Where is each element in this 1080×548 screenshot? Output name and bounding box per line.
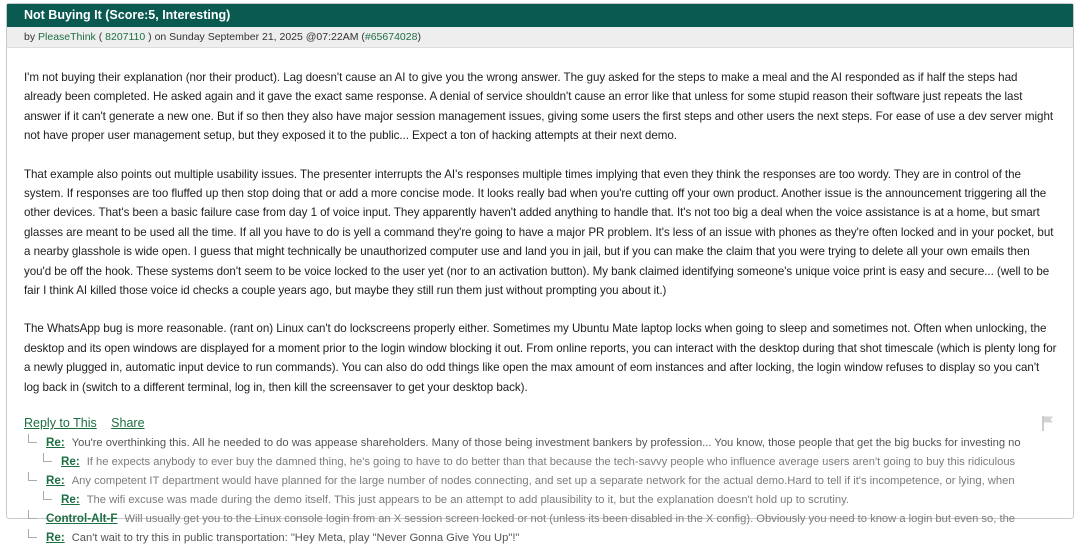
comment-paragraph: That example also points out multiple usability issues. The presenter interrupts the AI's responses multiple times implying that even they think the responses are too wordy. They are in control of the system. If responses are too fluffed up then stop doing that or add a more concise mode. It looks really bad when you're cutting off your own product. Another issue is the announcement triggering all the other devices. That's been a basic failure case from day 1 of voice input. They apparently haven't added anything to handle that. It's not too big a deal when the voice assistance is at a home, but smart glasses are meant to be used all the time. If all you have to do is yell a command they're going to have a major PR problem. It's less of an issue with phones as they're often locked and in your pocket, but a nearby glasshole is wide open. I guess that might technically be unauthorized computer use and land you in jail, but if you can make the claim that you were trying to delete all your own emails then you'd be off the hook. These systems don't seem to be voice locked to the user yet (nor to an activation button). My bank claimed identifying someone's unique voice print is easy and secure... (well to be fair I think AI killed those voice id checks a couple years ago, but maybe they still run them just without prompting you about it.) bbox=[24, 167, 1054, 298]
reply-item bbox=[24, 471, 1073, 490]
reply-preview: Any competent IT department would have planned for the large number of nodes connecting, and set up a separate network for the actual demo.Hard to tell if it's incompetence, or lying, when bbox=[71, 475, 1015, 488]
reply-item bbox=[24, 509, 1073, 528]
tree-branch-icon bbox=[28, 510, 37, 519]
reply-subject-link[interactable]: Re: bbox=[46, 474, 65, 488]
reply-preview: You're overthinking this. All he needed to do was appease shareholders. Many of those being investment bankers by profession... You know, those people that get the big bucks for investing no bbox=[71, 437, 1021, 450]
comment-body bbox=[7, 48, 1073, 397]
reply-preview: The wifi excuse was made during the demo itself. This just appears to be an attempt to add plausibility to it, but the explanation doesn't hold up to scrutiny. bbox=[86, 494, 849, 507]
tree-branch-icon bbox=[43, 491, 52, 500]
tree-branch-icon bbox=[28, 529, 37, 538]
tree-branch-icon bbox=[28, 472, 37, 481]
comment-card bbox=[6, 3, 1074, 545]
comment-id-link[interactable]: #65674028 bbox=[364, 31, 418, 43]
share-link[interactable]: Share bbox=[111, 416, 145, 431]
meta-prefix: by bbox=[24, 31, 39, 43]
comment-paragraph: The WhatsApp bug is more reasonable. (rant on) Linux can't do lockscreens properly either. Sometimes my Ubuntu Mate laptop locks when going to sleep and sometimes not. Often when unlocking, the desktop and its open windows are displayed for a moment prior to the login window blocking it out. From online reports, you can interact with the desktop during that shot timescale (which is plenty long for a newly plugged in, automatic input device to run commands). You can also do odd things like open the max amount of eom instances and after locking, the login window refuses to display so you can't log back in (switch to a different terminal, log in, then kill the screensaver to get your desktop back). bbox=[24, 322, 1057, 394]
reply-preview: Will usually get you to the Linux console login from an X session screen locked or not (unless its been disabled in the X config). Obviously you need to know a login but even so, the bbox=[124, 513, 1016, 526]
reply-list bbox=[7, 433, 1073, 547]
flag-icon[interactable] bbox=[1041, 415, 1055, 431]
author-uid-link[interactable]: 8207110 bbox=[105, 31, 146, 43]
meta-suffix: ) bbox=[417, 31, 421, 43]
reply-subject-link[interactable]: Re: bbox=[61, 455, 80, 469]
tree-branch-icon bbox=[43, 453, 52, 462]
comment-title: Not Buying It (Score:5, Interesting) bbox=[7, 4, 1073, 27]
reply-item bbox=[24, 452, 1073, 471]
reply-subject-link[interactable]: Re: bbox=[61, 493, 80, 507]
meta-uid-open: ( bbox=[95, 31, 106, 43]
tree-branch-icon bbox=[28, 434, 37, 443]
meta-date: ) on Sunday September 21, 2025 @07:22AM ( bbox=[145, 31, 365, 43]
reply-item bbox=[24, 528, 1073, 547]
reply-subject-link[interactable]: Re: bbox=[46, 436, 65, 450]
reply-item bbox=[24, 433, 1073, 452]
author-link[interactable]: PleaseThink bbox=[38, 31, 96, 43]
comment-paragraph: I'm not buying their explanation (nor their product). Lag doesn't cause an AI to give you the wrong answer. The guy asked for the steps to make a meal and the AI responded as if half the steps had already been completed. He asked again and it gave the exact same response. A denial of service shouldn't cause an error like that unless for some stupid reason their software just repeats the last answer if it can't generate a new one. But if so then they also have major session management issues, giving some users the first steps and other users the next steps. For ease of use a dev server might not have proper user management setup, but they exposed it to the public... Expect a ton of hacking attempts at their next demo. bbox=[24, 71, 1054, 143]
reply-to-this-link[interactable]: Reply to This bbox=[24, 416, 97, 431]
comment-actions bbox=[7, 412, 1073, 434]
reply-subject-link[interactable]: Re: bbox=[46, 531, 65, 545]
reply-subject-link[interactable]: Control-Alt-F bbox=[46, 512, 118, 526]
reply-item bbox=[24, 490, 1073, 509]
comment-meta bbox=[7, 27, 1073, 48]
reply-preview: If he expects anybody to ever buy the damned thing, he's going to have to do better than that because the tech-savvy people who influence average users aren't going to buy this ridiculous bbox=[86, 456, 1016, 469]
reply-preview: Can't wait to try this in public transportation: "Hey Meta, play "Never Gonna Give You Up"!" bbox=[71, 532, 520, 545]
